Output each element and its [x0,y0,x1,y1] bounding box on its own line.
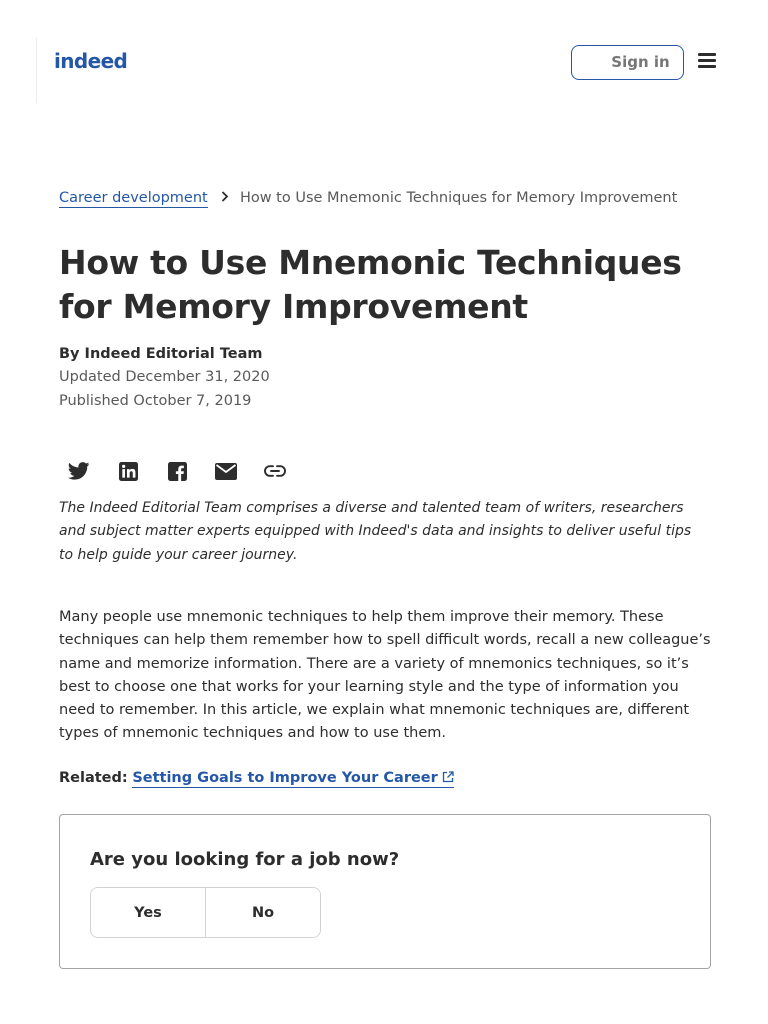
job-search-poll [59,814,711,969]
article-published-date: Published October 7, 2019 [59,393,252,409]
chevron-right-icon [221,191,229,206]
external-link-icon [442,771,454,787]
breadcrumb [59,190,677,206]
editorial-team-note: The Indeed Editorial Team comprises a diverse and talented team of writers, researchers and subject matter experts equipped with Indeed's data and insights to deliver useful tips to help guide your career journey. [59,500,692,563]
article-author: By Indeed Editorial Team [59,346,263,362]
article-updated-date: Updated December 31, 2020 [59,369,270,385]
email-icon[interactable] [213,459,239,483]
article-intro-paragraph: Many people use mnemonic techniques to help them improve their memory. These techniques can help them remember how to spell difficult words, recall a new colleague’s name and memorize information. There are a variety of mnemonics techniques, so it’s best to choose one that works for your learning style and the type of information you need to remember. In this article, we explain what mnemonic techniques are, different types of mnemonic techniques and how to use them. [59,609,711,742]
site-header [0,0,768,105]
twitter-icon[interactable] [66,459,92,483]
breadcrumb-current-page: How to Use Mnemonic Techniques for Memory Improvement [239,190,678,206]
hamburger-menu-icon[interactable] [698,53,718,69]
related-label: Related: [59,770,128,786]
poll-no-button[interactable]: No [205,888,320,937]
indeed-logo[interactable]: indeed [54,49,128,73]
breadcrumb-career-development-link[interactable]: Career development [59,190,208,206]
related-article [59,770,454,787]
poll-options [90,887,321,938]
related-article-link-text: Setting Goals to Improve Your Career [132,770,438,786]
facebook-icon[interactable] [164,459,190,483]
related-article-link[interactable] [132,770,453,788]
share-bar [66,459,311,483]
poll-yes-button[interactable]: Yes [91,888,205,937]
poll-question: Are you looking for a job now? [90,849,400,870]
article-title: How to Use Mnemonic Techniques for Memory Improvement [59,243,682,326]
link-icon[interactable] [262,459,288,483]
linkedin-icon[interactable] [115,459,141,483]
header-divider [36,38,37,103]
sign-in-button[interactable]: Sign in [571,45,684,80]
